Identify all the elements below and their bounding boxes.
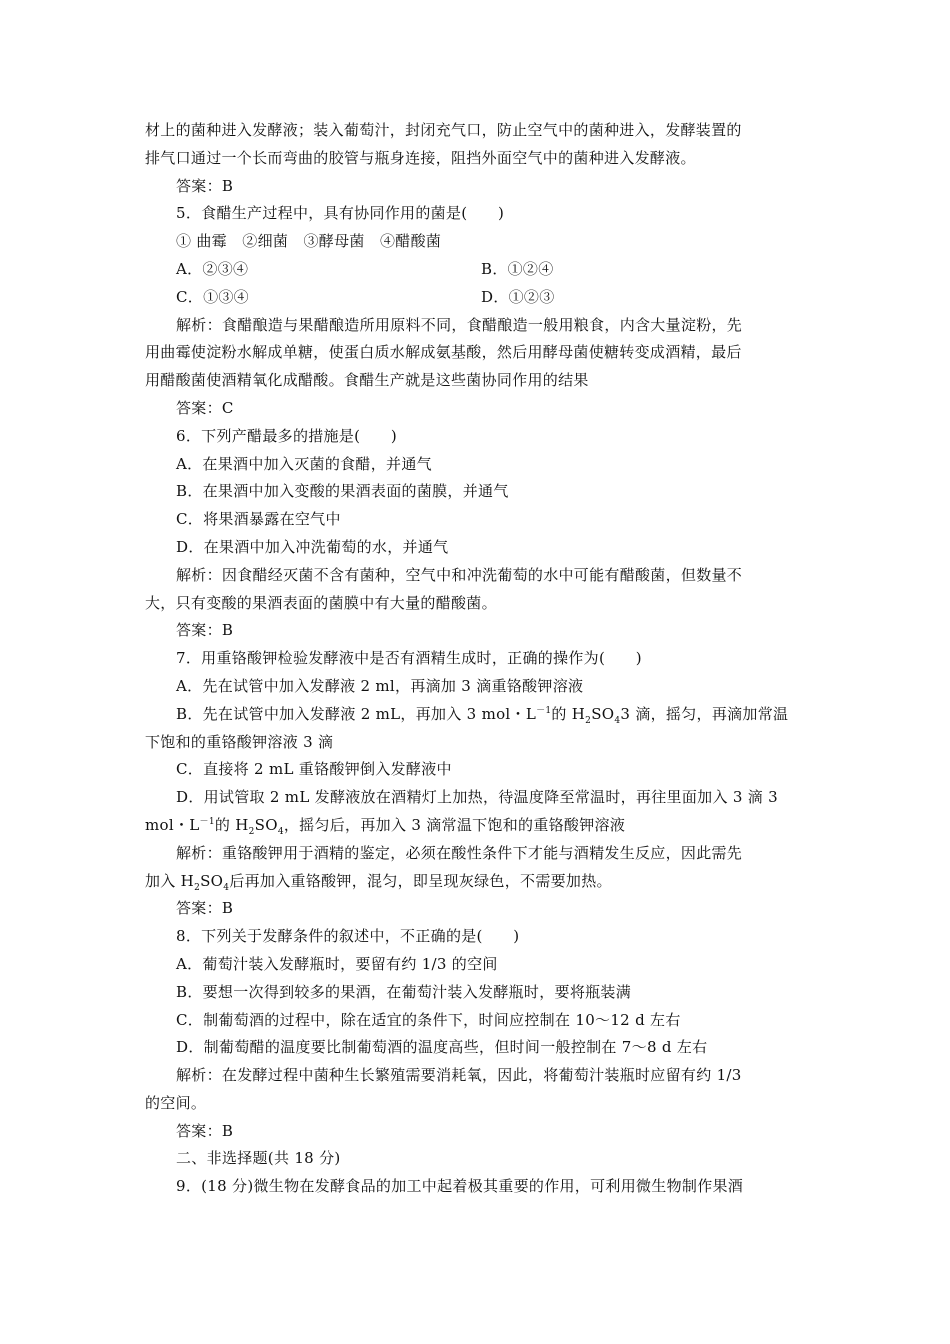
answer-line: 答案：C [176,398,234,417]
question-7: 7．用重铬酸钾检验发酵液中是否有酒精生成时，正确的操作为( ) [176,649,642,668]
analysis-line: 解析：在发酵过程中菌种生长繁殖需要消耗氧，因此，将葡萄汁装瓶时应留有约 1/3 [176,1066,742,1085]
option-a: A．葡萄汁装入发酵瓶时，要留有约 1/3 的空间 [176,954,498,973]
option-c: C．①③④ [176,287,249,306]
option-b: B．①②④ [481,259,554,278]
question-9: 9．(18 分)微生物在发酵食品的加工中起着极其重要的作用，可利用微生物制作果酒 [176,1177,744,1196]
option-b: B．先在试管中加入发酵液 2 mL，再加入 3 mol・$L^{-1}$的 $H_2SO_43$ 滴，摇匀，再滴加常温 [176,704,789,726]
text-line: 排气口通过一个长而弯曲的胶管与瓶身连接，阻挡外面空气中的菌种进入发酵液。 [145,148,696,167]
question-5-options-row [145,284,807,312]
option-b: B．要想一次得到较多的果酒，在葡萄汁装入发酵瓶时，要将瓶装满 [176,982,632,1001]
text-line: 的空间。 [145,1093,207,1112]
option-c: C．直接将 2 mL 重铬酸钾倒入发酵液中 [176,760,452,779]
option-d: D．①②③ [481,287,555,306]
question-5: 5．食醋生产过程中，具有协同作用的菌是( ) [176,204,505,223]
answer-line: 答案：B [176,621,234,640]
option-a: A．先在试管中加入发酵液 2 ml，再滴加 3 滴重铬酸钾溶液 [176,676,584,695]
question-5-options-row [145,256,807,284]
option-c: C．将果酒暴露在空气中 [176,510,341,529]
text-line: 下饱和的重铬酸钾溶液 3 滴 [145,732,334,751]
answer-line: 答案：B [176,176,234,195]
option-a: A．在果酒中加入灭菌的食醋，并通气 [176,454,432,473]
text-line: 加入 $H_2SO_4$后再加入重铬酸钾，混匀，即呈现灰绿色，不需要加热。 [145,871,612,893]
analysis-line: 解析：因食醋经灭菌不含有菌种，空气中和冲洗葡萄的水中可能有醋酸菌，但数量不 [176,565,743,584]
document-body [145,117,807,1201]
option-d: D．在果酒中加入冲洗葡萄的水，并通气 [176,537,449,556]
text-line: 用曲霉使淀粉水解成单糖，使蛋白质水解成氨基酸，然后用酵母菌使糖转变成酒精，最后 [145,343,742,362]
option-d: D．用试管取 2 mL 发酵液放在酒精灯上加热，待温度降至常温时，再往里面加入 3 滴 3 [176,788,778,807]
answer-line: 答案：B [176,899,234,918]
question-6: 6．下列产醋最多的措施是( ) [176,426,398,445]
answer-line: 答案：B [176,1121,234,1140]
option-b: B．在果酒中加入变酸的果酒表面的菌膜，并通气 [176,482,509,501]
question-8: 8．下列关于发酵条件的叙述中，不正确的是( ) [176,927,520,946]
analysis-line: 解析：重铬酸钾用于酒精的鉴定，必须在酸性条件下才能与酒精发生反应，因此需先 [176,843,743,862]
text-line: 用醋酸菌使酒精氧化成醋酸。食醋生产就是这些菌协同作用的结果 [145,371,589,390]
option-a: A．②③④ [176,259,249,278]
option-d: D．制葡萄醋的温度要比制葡萄酒的温度高些，但时间一般控制在 7～8 d 左右 [176,1038,708,1057]
text-line: mol・$L^{-1}$的 $H_2SO_4$，摇匀后，再加入 3 滴常温下饱和的重铬酸钾溶液 [145,815,626,837]
text-line: 大，只有变酸的果酒表面的菌膜中有大量的醋酸菌。 [145,593,497,612]
analysis-line: 解析：食醋酿造与果醋酿造所用原料不同，食醋酿造一般用粮食，内含大量淀粉，先 [176,315,743,334]
option-c: C．制葡萄酒的过程中，除在适宜的条件下，时间应控制在 10～12 d 左右 [176,1010,681,1029]
text-line: 材上的菌种进入发酵液；装入葡萄汁，封闭充气口，防止空气中的菌种进入，发酵装置的 [145,121,742,139]
section-heading: 二、非选择题(共 18 分) [176,1149,341,1168]
question-5-items: ① 曲霉 ②细菌 ③酵母菌 ④醋酸菌 [176,232,442,251]
